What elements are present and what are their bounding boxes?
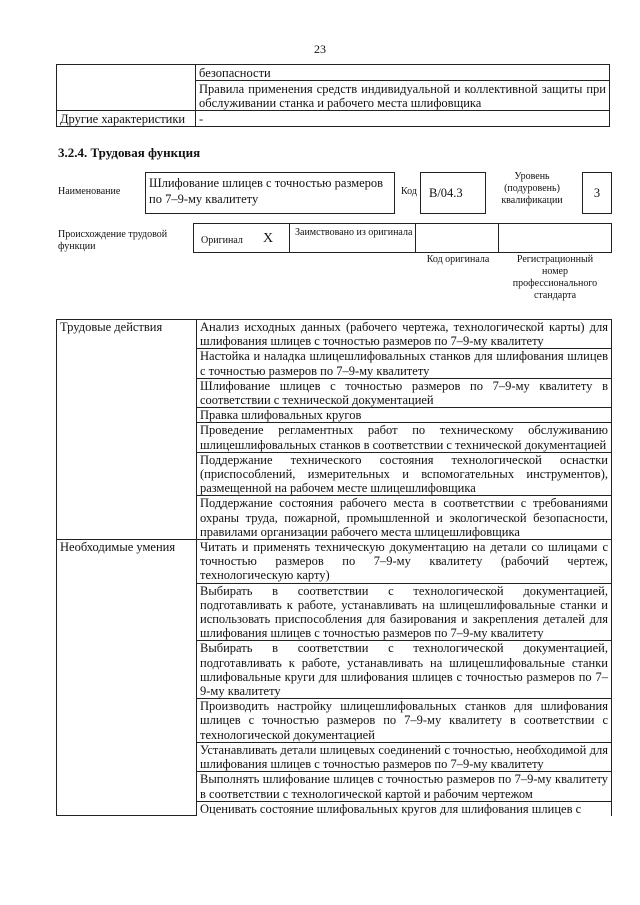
- origin-divider: [289, 223, 290, 252]
- code-box: [420, 172, 486, 214]
- borrowed-label: Заимствовано из оригинала: [295, 227, 413, 238]
- table-key-cell: Трудовые действия: [57, 320, 197, 540]
- section-heading: 3.2.4. Трудовая функция: [58, 145, 201, 160]
- code-label: Код: [401, 186, 417, 197]
- table-value-cell: Правка шлифовальных кругов: [197, 408, 612, 423]
- table-row: [57, 81, 610, 111]
- table-key-cell: [57, 65, 196, 81]
- table-row: [57, 111, 610, 127]
- table-value-cell: Оценивать состояние шлифовальных кругов для шлифования шлицев с: [197, 801, 612, 816]
- reg-number-caption: Регистрационный номер профессионального стандарта: [512, 254, 598, 301]
- table-row: [57, 540, 612, 584]
- code-value: B/04.3: [429, 186, 463, 200]
- table-value-cell: Настойка и наладка шлицешлифовальных станков для шлифования шлицев с точностью размеров по 7–9-му квалитету: [197, 349, 612, 378]
- table-value-cell: Устанавливать детали шлицевых соединений с точностью, необходимой для шлифования шлицев с точностью размеров по 7–9-му квалитету: [197, 742, 612, 771]
- table-key-cell: Необходимые умения: [57, 540, 197, 816]
- original-label: Оригинал: [201, 235, 243, 246]
- original-mark: X: [263, 231, 274, 246]
- table-value-cell: безопасности: [196, 65, 610, 81]
- table-value-cell: Выбирать в соответствии с технологической документацией, подготавливать к работе, устанавливать на шлицешлифовальные станки и использовать приспособления для базирования и закрепления деталей для шлифования шлицев с точностью размеров по 7–9-му квалитету: [197, 583, 612, 641]
- level-label: Уровень (подуровень) квалификации: [501, 171, 563, 206]
- name-box: [145, 172, 395, 214]
- table-key-cell: Другие характеристики: [57, 111, 196, 127]
- table-value-cell: Правила применения средств индивидуальной и коллективной защиты при обслуживании станка и рабочего места шлифовщика: [196, 81, 610, 111]
- table-value-cell: Анализ исходных данных (рабочего чертежа, технологической карты) для шлифования шлицев с точностью размеров по 7–9-му квалитету: [197, 320, 612, 349]
- table-value-cell: Читать и применять техническую документацию на детали со шлицами с точностью размеров по 7–9-му квалитету (рабочий чертеж, технологическую карту): [197, 540, 612, 584]
- top-table: [56, 64, 610, 127]
- name-label: Наименование: [58, 186, 121, 197]
- table-key-cell: [57, 81, 196, 111]
- main-table: [56, 319, 612, 816]
- code-original-caption: Код оригинала: [426, 254, 490, 265]
- name-value: Шлифование шлицев с точностью размеров по 7–9-му квалитету: [149, 176, 384, 206]
- table-value-cell: Шлифование шлицев с точностью размеров по 7–9-му квалитету в соответствии с технической документацией: [197, 378, 612, 407]
- level-box: [582, 172, 612, 214]
- table-value-cell: Поддержание состояния рабочего места в соответствии с требованиями охраны труда, пожарной, промышленной и экологической безопасности, правилами организации рабочего места шлицешлифовщика: [197, 496, 612, 540]
- level-value: 3: [593, 186, 601, 200]
- origin-label: Происхождение трудовой функции: [58, 229, 168, 252]
- table-value-cell: -: [196, 111, 610, 127]
- table-value-cell: Выполнять шлифование шлицев с точностью размеров по 7–9-му квалитету в соответствии с технологической картой и рабочим чертежом: [197, 772, 612, 801]
- page-number: 23: [314, 42, 326, 56]
- table-value-cell: Поддержание технического состояния технологической оснастки (приспособлений, измерительных и вспомогательных инструментов), размещенной на рабочем месте шлицешлифовщика: [197, 452, 612, 496]
- table-row: [57, 65, 610, 81]
- origin-divider: [498, 223, 499, 252]
- origin-divider: [415, 223, 416, 252]
- table-value-cell: Проведение регламентных работ по техническому обслуживанию шлицешлифовальных станков в соответствии с технической документацией: [197, 423, 612, 452]
- table-value-cell: Выбирать в соответствии с технологической документацией, подготавливать к работе, устанавливать на шлицешлифовальные станки шлифовальные круги для шлифования шлицев с точностью размеров по 7–9-му квалитету: [197, 641, 612, 699]
- table-value-cell: Производить настройку шлицешлифовальных станков для шлифования шлицев с точностью размеров по 7–9-му квалитету в соответствии с технологической документацией: [197, 699, 612, 743]
- table-row: [57, 320, 612, 349]
